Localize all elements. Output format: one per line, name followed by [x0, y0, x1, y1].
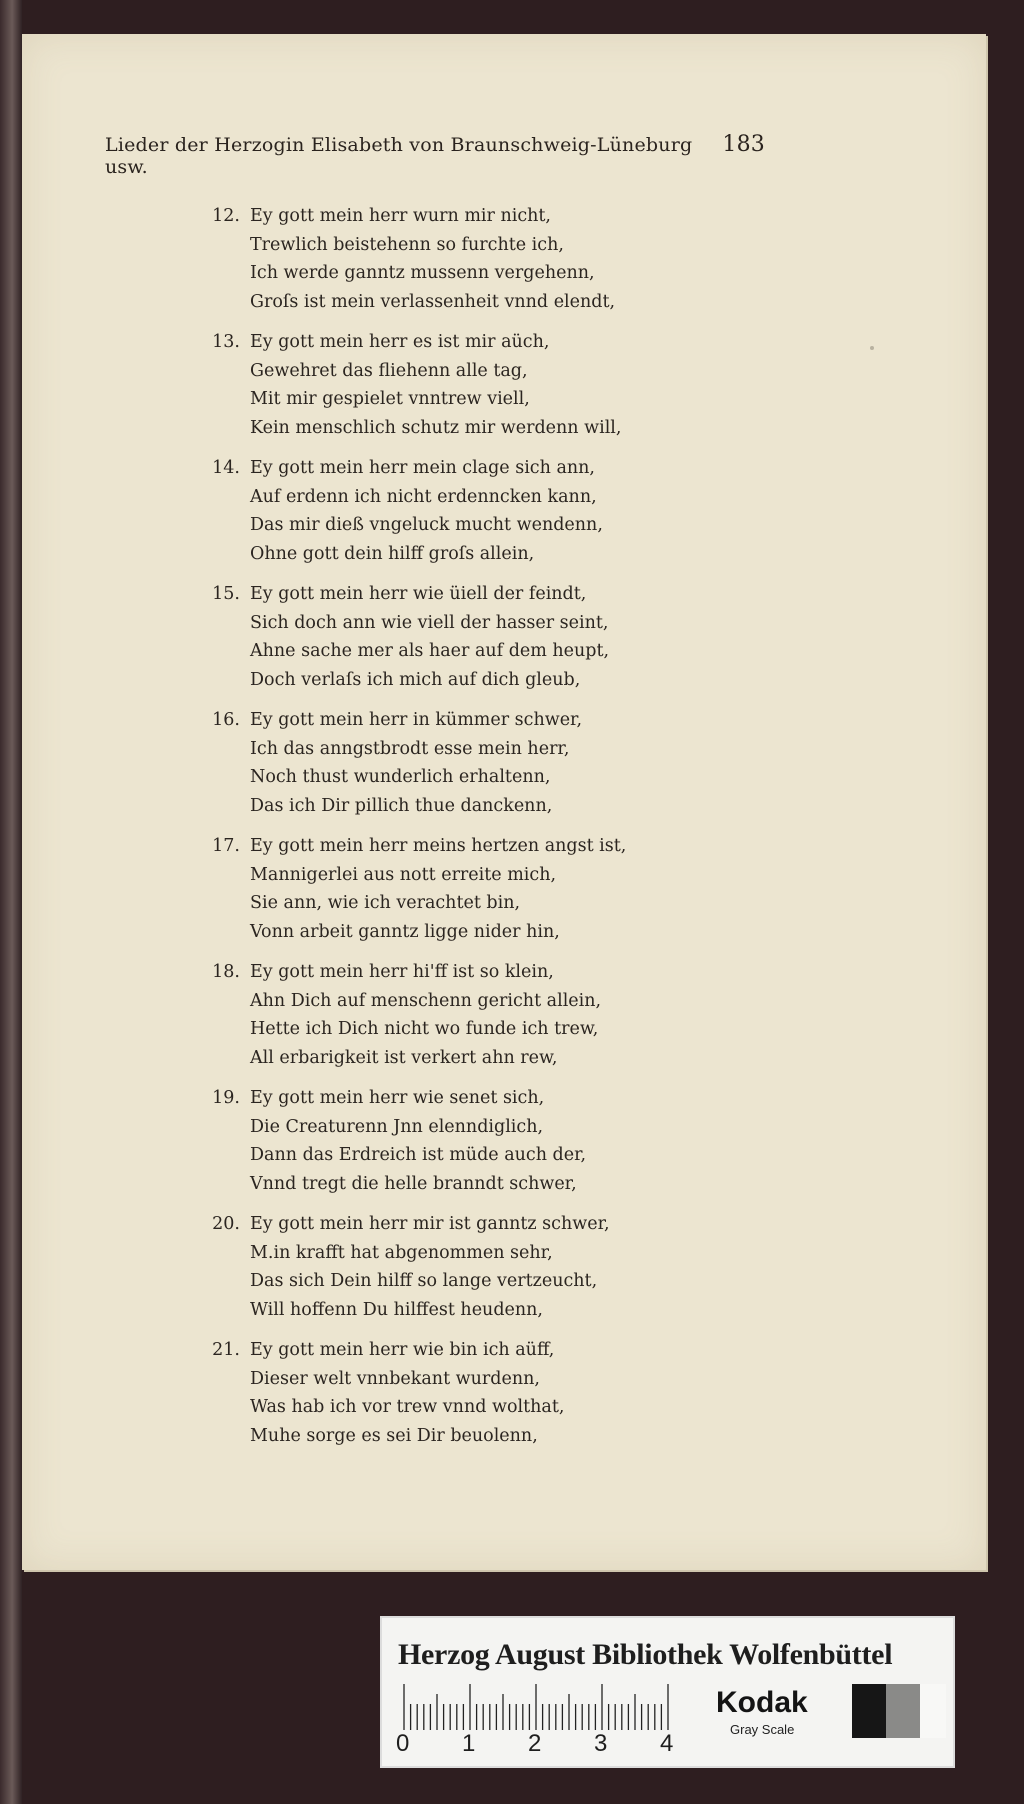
ruler-number: 1 [462, 1730, 476, 1757]
verse-text: Mit mir gespielet vnntrew viell, [250, 389, 530, 409]
verse-text: Dieser welt vnnbekant wurdenn, [250, 1368, 540, 1389]
verse-line [202, 1084, 722, 1113]
stanza [202, 580, 722, 694]
stanza-number: 18. [212, 962, 240, 982]
verse-text: Vnnd tregt die helle branndt schwer, [250, 1173, 577, 1194]
stanza [202, 202, 722, 316]
ruler-number: 4 [660, 1730, 674, 1757]
verse-text: Dann das Erdreich ist müde auch der, [250, 1145, 587, 1165]
verse-line [202, 202, 722, 231]
archive-color-target [380, 1616, 955, 1768]
verse-line [202, 1044, 722, 1073]
verse-line [202, 792, 722, 821]
stanza [202, 328, 722, 442]
verse-text: Gewehret das fliehenn alle tag, [250, 360, 528, 381]
black-swatch [852, 1684, 886, 1738]
stanza [202, 1210, 722, 1324]
stanza-number: 20. [212, 1214, 240, 1234]
stanza [202, 454, 722, 568]
running-title: Lieder der Herzogin Elisabeth von Braunschweig-Lüneburg usw. [105, 134, 693, 178]
verse-line [202, 1113, 722, 1142]
verse-text: Ohne gott dein hilff groſs allein, [250, 543, 535, 564]
verse-line [202, 1141, 722, 1170]
verse-text: Ey gott mein herr hi'ff ist so klein, [250, 962, 554, 982]
verse-text: Das ich Dir pillich thue danckenn, [250, 795, 553, 816]
verse-line [202, 763, 722, 792]
stanza-number: 21. [212, 1340, 240, 1360]
verse-text: Ey gott mein herr wie senet sich, [250, 1088, 545, 1108]
verse-line [202, 1170, 722, 1199]
page-speck [870, 346, 874, 350]
institution-name: Herzog August Bibliothek Wolfenbüttel [398, 1638, 893, 1671]
verse-text: Ahne sache mer als haer auf dem heupt, [250, 641, 610, 661]
verse-line [202, 861, 722, 890]
verse-text: Kein menschlich schutz mir werdenn will, [250, 417, 622, 438]
stanza [202, 1084, 722, 1198]
verse-line [202, 1365, 722, 1394]
verse-line [202, 385, 722, 414]
verse-text: Ich werde ganntz mussenn vergehenn, [250, 263, 595, 283]
book-page [22, 34, 986, 1570]
verse-text: Das sich Dein hilff so lange vertzeucht, [250, 1271, 598, 1291]
verse-text: Ich das anngstbrodt esse mein herr, [250, 738, 570, 759]
gray-swatch [886, 1684, 920, 1738]
verse-text: Die Creaturenn Jnn elenndiglich, [250, 1116, 544, 1137]
stanza-number: 12. [212, 206, 240, 226]
verse-text: Noch thust wunderlich erhaltenn, [250, 767, 551, 787]
verse-text: Vonn arbeit ganntz ligge nider hin, [250, 921, 560, 942]
verse-line [202, 735, 722, 764]
kodak-logo: Kodak [716, 1686, 808, 1719]
verse-text: Ey gott mein herr meins hertzen angst ist, [250, 836, 627, 856]
verse-line [202, 1336, 722, 1365]
verse-text: Ey gott mein herr mir ist ganntz schwer, [250, 1214, 610, 1234]
verse-line [202, 832, 722, 861]
verse-text: All erbarigkeit ist verkert ahn rew, [250, 1047, 558, 1068]
verse-line [202, 706, 722, 735]
verse-line [202, 1210, 722, 1239]
verse-text: Ahn Dich auf menschenn gericht allein, [250, 990, 602, 1011]
verse-text: Auf erdenn ich nicht erdenncken kann, [250, 486, 597, 507]
verse-line [202, 357, 722, 386]
verse-line [202, 231, 722, 260]
stanza-number: 17. [212, 836, 240, 856]
gray-scale-label: Gray Scale [730, 1722, 795, 1737]
verse-text: M.in krafft hat abgenommen sehr, [250, 1242, 553, 1263]
verse-line [202, 580, 722, 609]
stanza [202, 832, 722, 946]
verse-line [202, 609, 722, 638]
verse-line [202, 540, 722, 569]
stanza [202, 958, 722, 1072]
white-swatch [920, 1684, 946, 1738]
ruler-number: 3 [594, 1730, 608, 1757]
verse-text: Doch verlaſs ich mich auf dich gleub, [250, 669, 581, 690]
stanza [202, 1336, 722, 1450]
verse-line [202, 414, 722, 443]
verse-line [202, 1393, 722, 1422]
verse-text: Ey gott mein herr mein clage sich ann, [250, 458, 595, 478]
verse-line [202, 889, 722, 918]
verse-line [202, 483, 722, 512]
verse-text: Groſs ist mein verlassenheit vnnd elendt, [250, 291, 616, 312]
verse-line [202, 918, 722, 947]
verse-text: Das mir dieß vngeluck mucht wendenn, [250, 515, 603, 535]
ruler-scale [402, 1682, 674, 1730]
stanza-number: 19. [212, 1088, 240, 1108]
verse-text: Will hoffenn Du hilffest heudenn, [250, 1299, 543, 1320]
verse-line [202, 454, 722, 483]
verse-line [202, 328, 722, 357]
verse-line [202, 666, 722, 695]
verse-text: Was hab ich vor trew vnnd wolthat, [250, 1397, 565, 1417]
ruler-number: 0 [396, 1730, 410, 1757]
verse-text: Ey gott mein herr wurn mir nicht, [250, 206, 551, 226]
ruler-number: 2 [528, 1730, 542, 1757]
verse-line [202, 987, 722, 1016]
verse-text: Ey gott mein herr in kümmer schwer, [250, 710, 583, 730]
ruler-numbers [396, 1730, 696, 1758]
verse-line [202, 1267, 722, 1296]
verse-text: Sich doch ann wie viell der hasser seint, [250, 612, 609, 633]
verse-line [202, 1015, 722, 1044]
verse-text: Ey gott mein herr wie bin ich aüff, [250, 1340, 555, 1360]
verse-line [202, 637, 722, 666]
stanza-number: 14. [212, 458, 240, 478]
verse-text: Ey gott mein herr wie üiell der feindt, [250, 584, 587, 604]
stanza [202, 706, 722, 820]
verse-line [202, 1296, 722, 1325]
verse-text: Muhe sorge es sei Dir beuolenn, [250, 1425, 538, 1446]
verse-line [202, 1422, 722, 1451]
poem-body [202, 202, 722, 1462]
verse-line [202, 511, 722, 540]
stanza-number: 13. [212, 332, 240, 352]
verse-text: Hette ich Dich nicht wo funde ich trew, [250, 1019, 599, 1039]
verse-text: Trewlich beistehenn so furchte ich, [250, 234, 564, 255]
verse-line [202, 1239, 722, 1268]
verse-text: Ey gott mein herr es ist mir aüch, [250, 332, 550, 352]
verse-line [202, 288, 722, 317]
verse-line [202, 259, 722, 288]
book-edge [0, 0, 22, 1804]
verse-text: Mannigerlei aus nott erreite mich, [250, 864, 557, 885]
stanza-number: 15. [212, 584, 240, 604]
running-head [105, 132, 765, 178]
verse-text: Sie ann, wie ich veraсhtet bin, [250, 893, 521, 913]
verse-line [202, 958, 722, 987]
stanza-number: 16. [212, 710, 240, 730]
page-number: 183 [722, 132, 765, 157]
